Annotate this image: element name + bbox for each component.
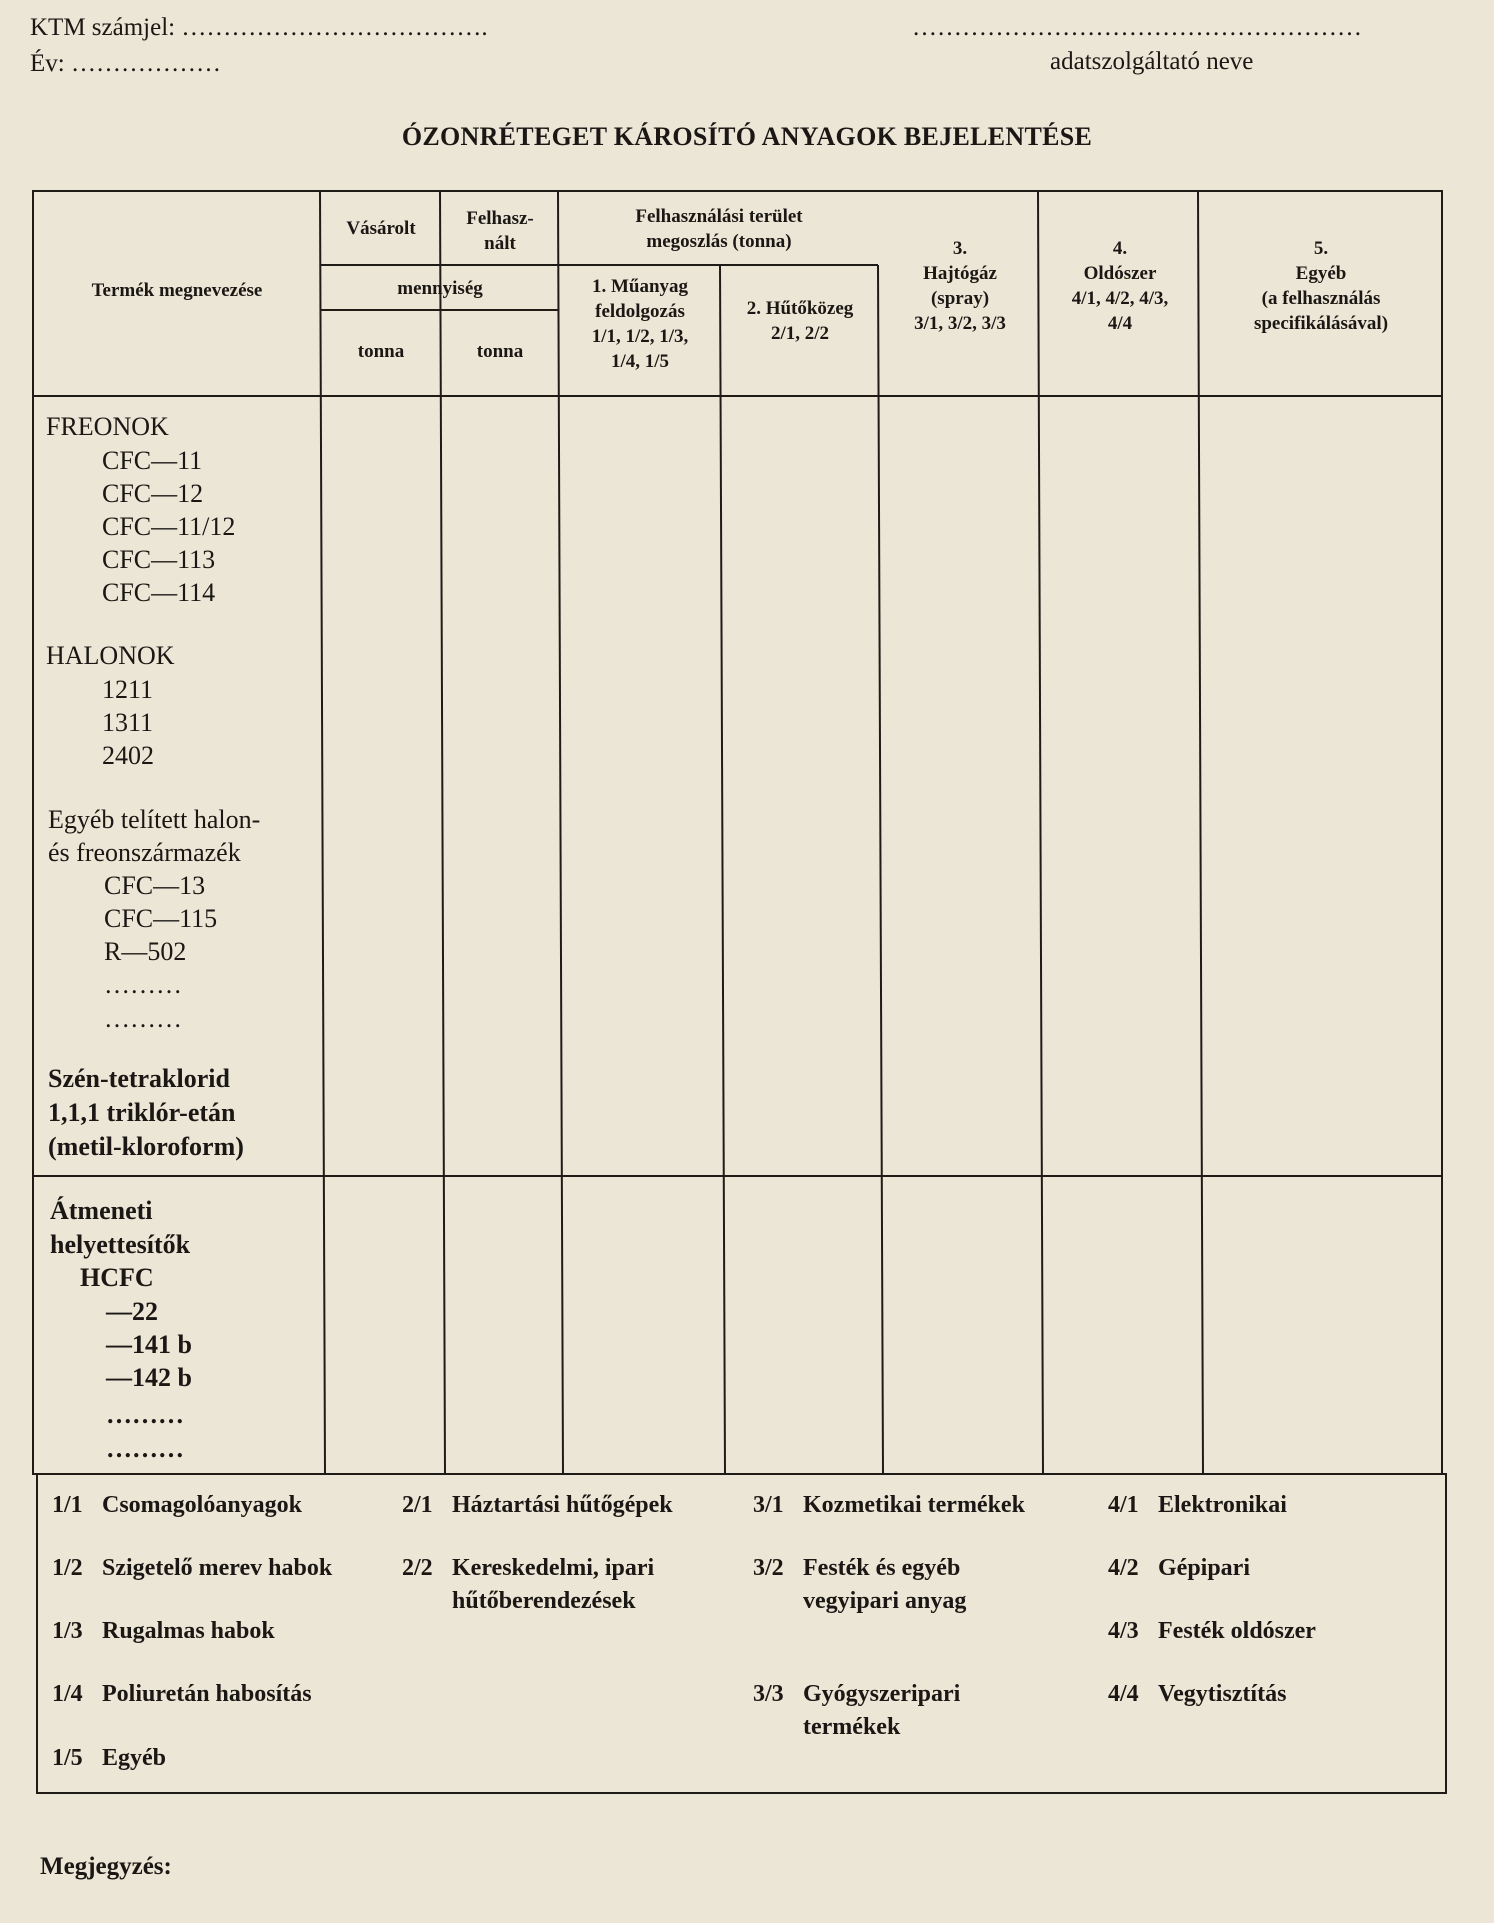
form-title: ÓZONRÉTEGET KÁROSÍTÓ ANYAGOK BEJELENTÉSE: [401, 122, 1093, 151]
legend-item: 1/4 Poliuretán habosítás: [52, 1681, 312, 1707]
label-1311: 1311: [102, 708, 154, 737]
label-cfc-11-12: CFC—11/12: [102, 512, 236, 541]
header-product-name: Termék megnevezése: [91, 280, 263, 301]
label-dots-4: ………: [106, 1434, 184, 1463]
legend-item: 4/4 Vegytisztítás: [1108, 1681, 1287, 1707]
label-cfc-13: CFC—13: [104, 871, 206, 900]
label-other-saturated-1: Egyéb telített halon-: [48, 805, 261, 834]
label-cfc-11: CFC—11: [102, 446, 203, 475]
label-transitional-1: Átmeneti: [50, 1196, 153, 1225]
label-cfc-115: CFC—115: [104, 904, 218, 933]
label-methyl-chloroform: (metil-kloroform): [48, 1132, 244, 1161]
header-usage-area: Felhasználási terület megoszlás (tonna): [635, 206, 803, 252]
header-quantity: mennyiség: [397, 278, 483, 299]
label-cfc-113: CFC—113: [102, 545, 216, 574]
label-hcfc-22: —22: [106, 1297, 158, 1326]
label-hcfc-142b: —142 b: [106, 1363, 192, 1392]
legend-item: 2/1 Háztartási hűtőgépek: [402, 1492, 673, 1518]
label-freonok: FREONOK: [46, 412, 169, 441]
legend-item: 3/3 Gyógyszeripari: [753, 1681, 961, 1707]
legend-item: 4/3 Festék oldószer: [1108, 1618, 1316, 1644]
year-field: Év: ………………: [30, 50, 221, 77]
header-plastics: 1. Műanyag feldolgozás 1/1, 1/2, 1/3, 1/4, 1/5: [591, 276, 689, 372]
header-unit-tonne-1: tonna: [357, 341, 405, 362]
remarks-label: Megjegyzés:: [40, 1853, 172, 1880]
header-solvent: 4. Oldószer 4/1, 4/2, 4/3, 4/4: [1071, 238, 1169, 334]
legend-item: 3/2 Festék és egyéb: [753, 1555, 961, 1581]
header-unit-tonne-2: tonna: [476, 341, 524, 362]
legend-item: 1/5 Egyéb: [52, 1745, 167, 1771]
header-refrigerant: 2. Hűtőközeg 2/1, 2/2: [746, 298, 854, 344]
legend-item: 4/1 Elektronikai: [1108, 1492, 1287, 1518]
legend-item: 3/1 Kozmetikai termékek: [753, 1492, 1025, 1518]
header-purchased: Vásárolt: [346, 218, 416, 239]
provider-name-label: adatszolgáltató neve: [1050, 48, 1254, 75]
label-carbon-tetrachloride: Szén-tetraklorid: [48, 1064, 230, 1093]
label-trichloroethane: 1,1,1 triklór-etán: [48, 1098, 236, 1127]
label-dots-2: ………: [104, 1004, 182, 1033]
provider-name-dots: ………………………………………………: [912, 14, 1362, 41]
label-cfc-12: CFC—12: [102, 479, 204, 508]
label-r-502: R—502: [104, 937, 187, 966]
label-2402: 2402: [102, 741, 154, 770]
legend-item: 1/3 Rugalmas habok: [52, 1618, 275, 1644]
label-dots-3: ………: [106, 1400, 184, 1429]
label-transitional-2: helyettesítők: [50, 1230, 191, 1259]
label-hcfc: HCFC: [80, 1263, 154, 1292]
label-other-saturated-2: és freonszármazék: [48, 838, 241, 867]
label-hcfc-141b: —141 b: [106, 1330, 192, 1359]
label-cfc-114: CFC—114: [102, 578, 216, 607]
label-1211: 1211: [102, 675, 154, 704]
label-dots-1: ………: [104, 970, 182, 999]
legend-item: vegyipari anyag: [803, 1588, 967, 1614]
legend-item: 2/2 Kereskedelmi, ipari: [402, 1555, 655, 1581]
header-propellant: 3. Hajtógáz (spray) 3/1, 3/2, 3/3: [914, 238, 1006, 334]
header-used: Felhasz- nált: [466, 208, 534, 254]
legend-item: 4/2 Gépipari: [1108, 1555, 1251, 1581]
legend-item: termékek: [803, 1714, 901, 1740]
label-halonok: HALONOK: [46, 641, 175, 670]
legend-item: hűtőberendezések: [452, 1588, 636, 1614]
legend-item: 1/2 Szigetelő merev habok: [52, 1555, 333, 1581]
legend-item: 1/1 Csomagolóanyagok: [52, 1492, 303, 1518]
header-other: 5. Egyéb (a felhasználás specifikálásával): [1253, 238, 1389, 334]
ktm-number-field: KTM számjel: ……………………………….: [30, 14, 488, 41]
